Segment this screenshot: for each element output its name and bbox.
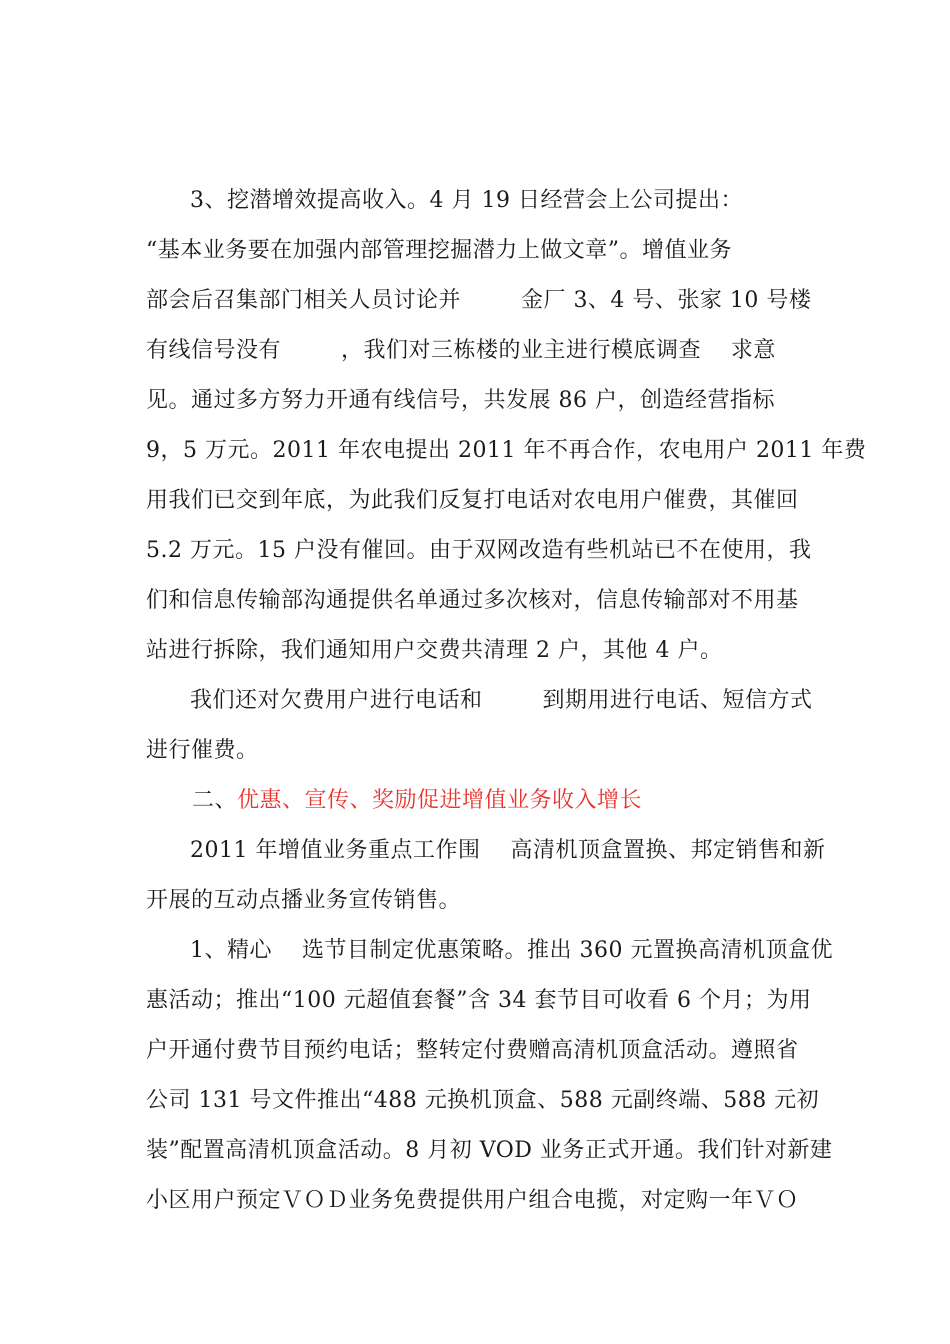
paragraph-line: 9，5 万元。2011 年农电提出 2011 年不再合作，农电用户 2011 年费 [146, 438, 867, 463]
paragraph-line: 进行催费。 [146, 738, 259, 763]
paragraph-line: 小区用户预定ＶＯＤ业务免费提供用户组合电揽，对定购一年ＶＯ [146, 1188, 799, 1213]
paragraph-line: 公司 131 号文件推出“488 元换机顶盒、588 元副终端、588 元初 [146, 1088, 820, 1113]
section-number: 二、 [192, 788, 238, 813]
paragraph-line: 开展的互动点播业务宣传销售。 [146, 888, 462, 913]
paragraph-line: 们和信息传输部沟通提供名单通过多次核对，信息传输部对不用基 [146, 588, 799, 613]
paragraph-line: 3、挖潜增效提高收入。4 月 19 日经营会上公司提出： [190, 188, 743, 213]
paragraph-line: 5.2 万元。15 户没有催回。由于双网改造有些机站已不在使用，我 [146, 538, 812, 563]
paragraph-line: 惠活动；推出“100 元超值套餐”含 34 套节目可收看 6 个月；为用 [146, 988, 812, 1013]
paragraph-line: 部会后召集部门相关人员讨论并 金厂 3、4 号、张家 10 号楼 [146, 288, 812, 313]
paragraph-line: 我们还对欠费用户进行电话和 到期用进行电话、短信方式 [190, 688, 813, 713]
paragraph-line: 见。通过多方努力开通有线信号，共发展 86 户，创造经营指标 [146, 388, 775, 413]
paragraph-line: 用我们已交到年底，为此我们反复打电话对农电用户催费，其催回 [146, 488, 799, 513]
section-title: 优惠、宣传、奖励促进增值业务收入增长 [237, 788, 643, 813]
paragraph-line: 1、精心 选节目制定优惠策略。推出 360 元置换高清机顶盒优 [190, 938, 833, 963]
paragraph-line: “基本业务要在加强内部管理挖掘潜力上做文章”。增值业务 [146, 238, 732, 263]
paragraph-line: 装”配置高清机顶盒活动。8 月初 VOD 业务正式开通。我们针对新建 [146, 1138, 833, 1163]
paragraph-line: 2011 年增值业务重点工作围 高清机顶盒置换、邦定销售和新 [190, 838, 826, 863]
section-heading [192, 786, 857, 816]
paragraph-line: 站进行拆除，我们通知用户交费共清理 2 户，其他 4 户。 [146, 638, 723, 663]
paragraph-line: 有线信号没有 ，我们对三栋楼的业主进行模底调查 求意 [146, 338, 776, 363]
paragraph-line: 户开通付费节目预约电话；整转定付费赠高清机顶盒活动。遵照省 [146, 1038, 799, 1063]
